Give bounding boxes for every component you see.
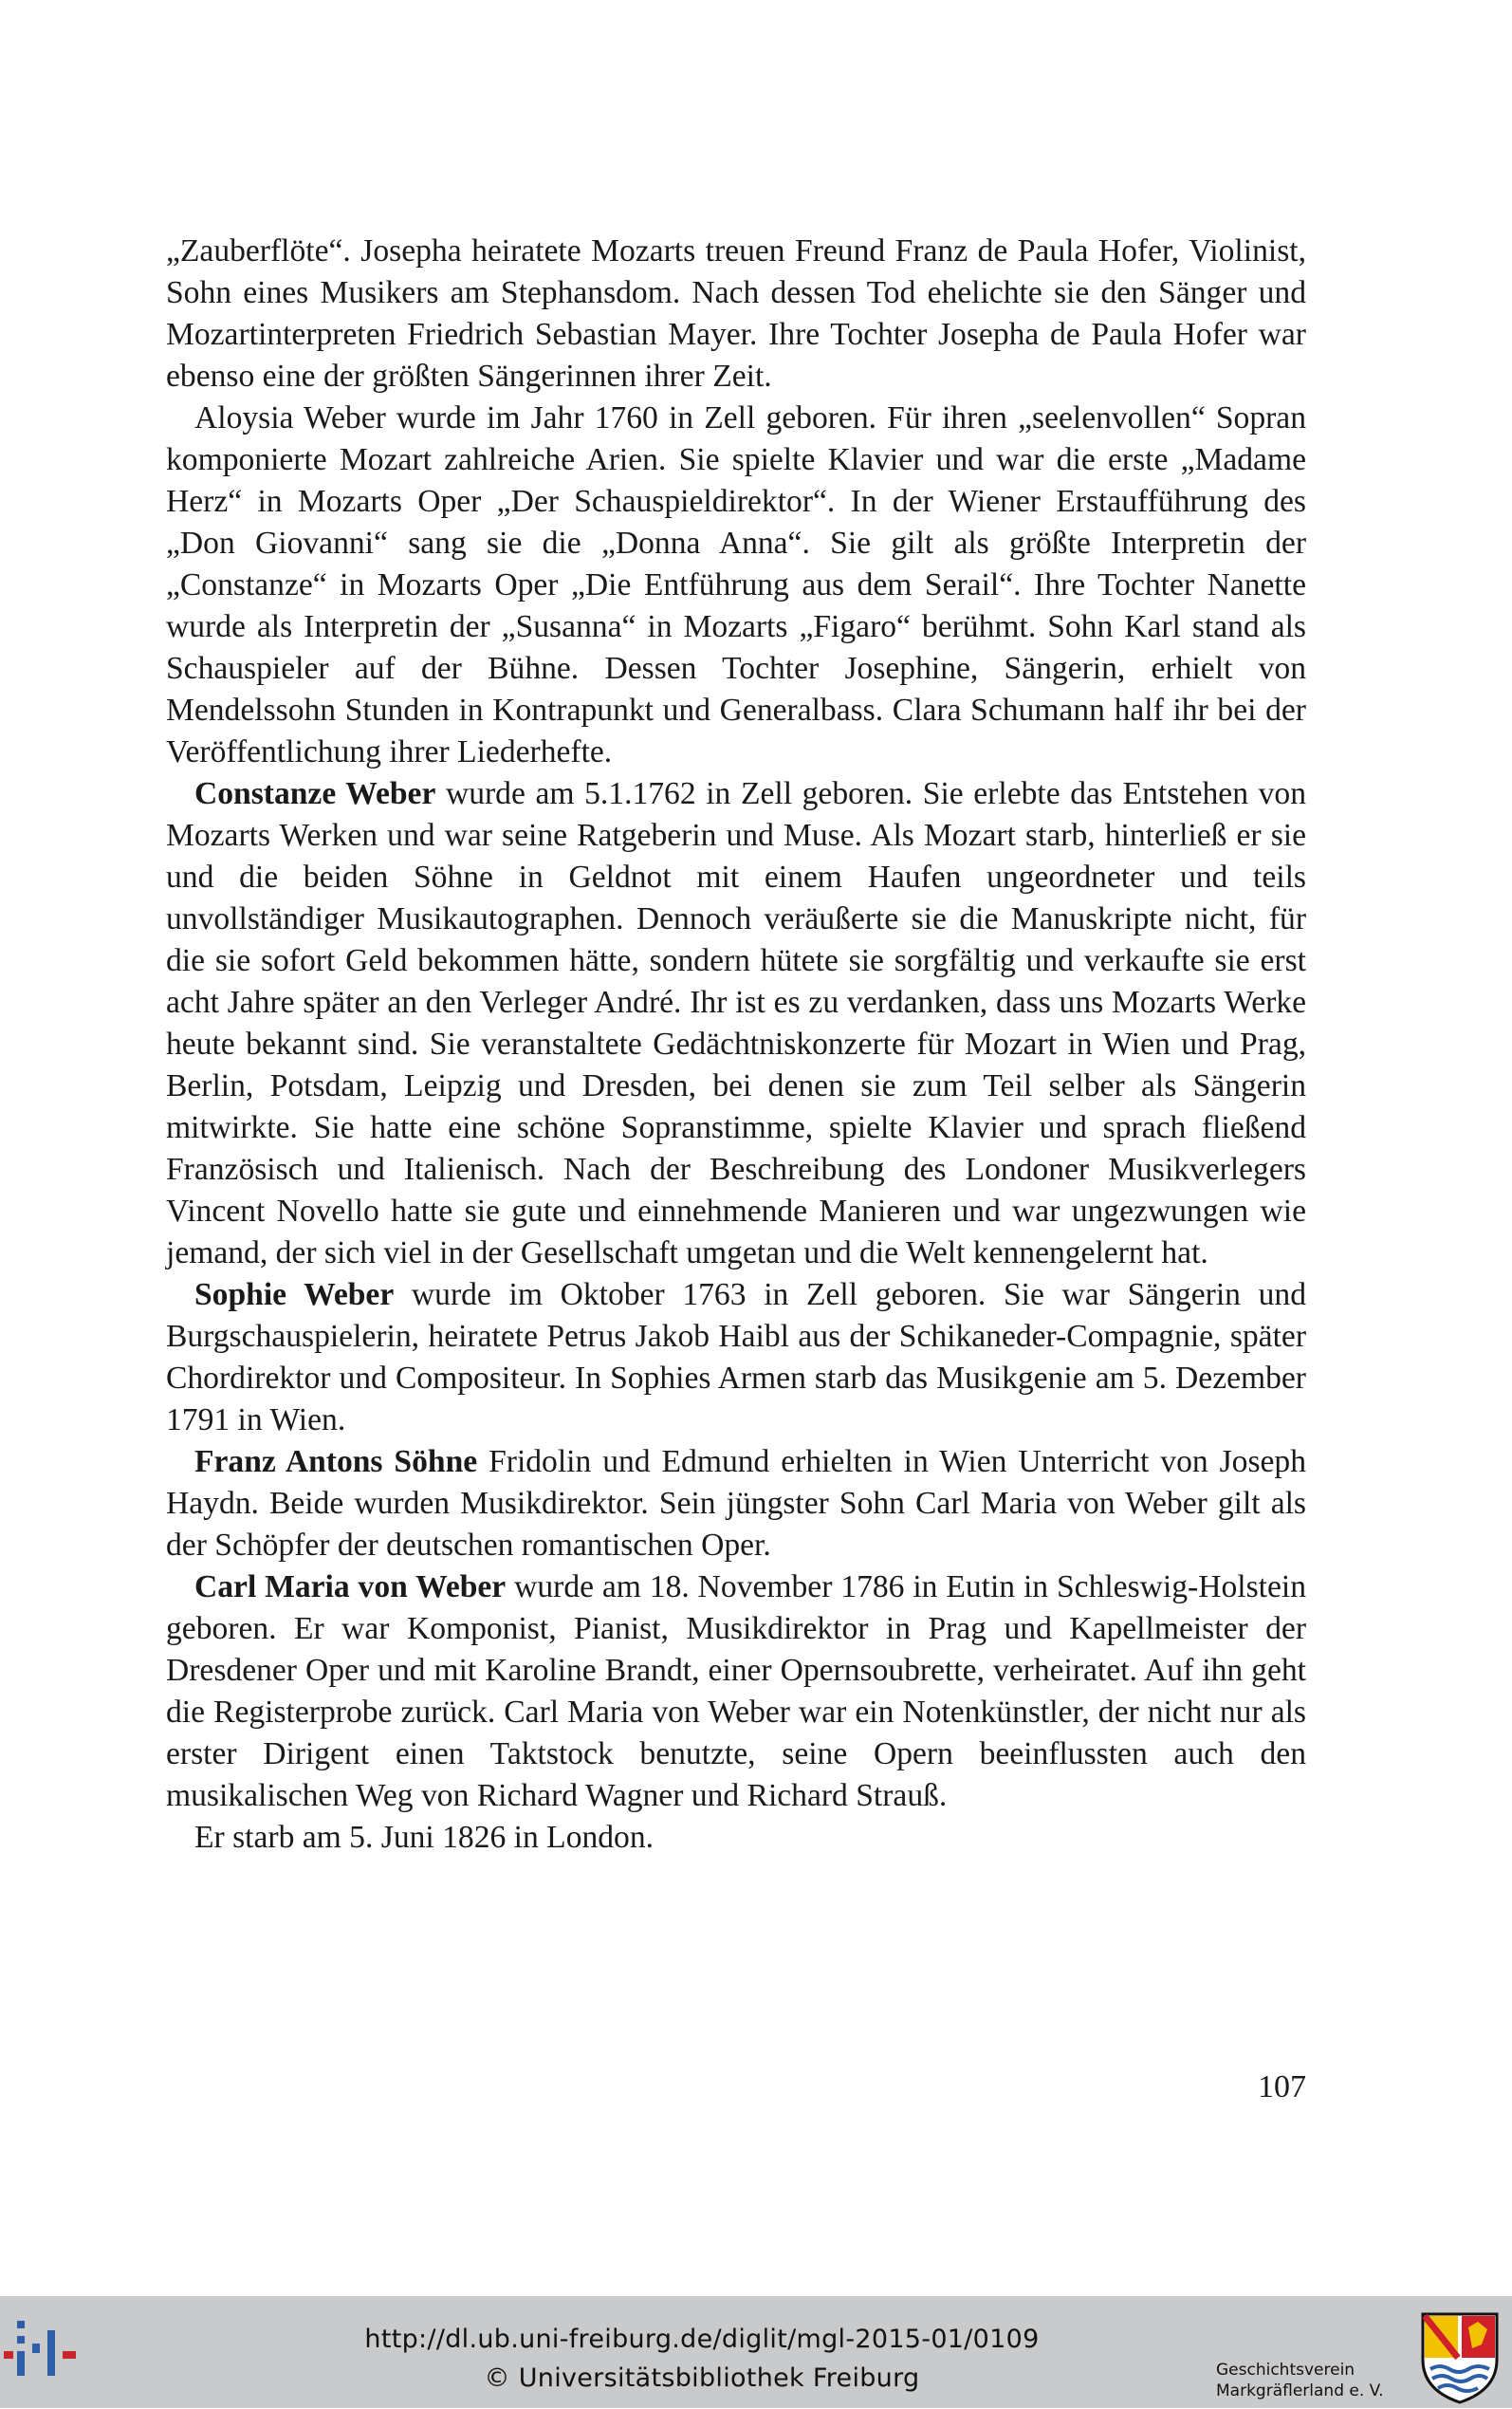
- paragraph: [166, 398, 1306, 773]
- society-name-line1: Geschichtsverein: [1216, 2361, 1355, 2380]
- text-run: wurde am 18. November 1786 in Eutin in Schleswig-Holstein geboren. Er war Komponist, Pianist, Musikdirektor in Prag und Kapellmeister der Dresdener Oper und mit Karoline Brandt, einer Opernsoubrette, verheiratet. Auf ihn geht die Registerprobe zurück. Carl Maria von Weber war ein Notenkünstler, der nicht nur als erster Dirigent einen Taktstock benutzte, seine Opern beeinflussten auch den musikalischen Weg von Richard Wagner und Richard Strauß.: [166, 1569, 1306, 1813]
- permalink-url[interactable]: http://dl.ub.uni-freiburg.de/diglit/mgl-2015-01/0109: [364, 2325, 1040, 2354]
- bold-name-run: Carl Maria von Weber: [194, 1569, 507, 1604]
- paragraph: [166, 1566, 1306, 1817]
- text-run: Fridolin und Edmund erhielten in Wien Unterricht von Joseph Haydn. Beide wurden Musikdirektor. Sein jüngster Sohn Carl Maria von Weber gilt als der Schöpfer der deutschen romantischen Oper.: [166, 1444, 1306, 1563]
- text-run: „Zauberflöte“. Josepha heiratete Mozarts treuen Freund Franz de Paula Hofer, Violinist, Sohn eines Musikers am Stephansdom. Nach dessen Tod ehelichte sie den Sänger und Mozartinterpreten Friedrich Sebastian Mayer. Ihre Tochter Josepha de Paula Hofer war ebenso eine der größten Sängerinnen ihrer Zeit.: [166, 233, 1306, 394]
- society-name: [1216, 2360, 1396, 2401]
- paragraph: [166, 1274, 1306, 1441]
- bold-name-run: Sophie Weber: [194, 1277, 395, 1312]
- paragraph: [166, 1441, 1306, 1566]
- society-name-line2: Markgräflerland e. V.: [1216, 2381, 1384, 2400]
- ub-freiburg-logo-icon[interactable]: [0, 2315, 95, 2391]
- copyright-notice: © Universitätsbibliothek Freiburg: [484, 2363, 920, 2393]
- coat-of-arms-icon[interactable]: [1419, 2310, 1501, 2405]
- paragraph: [166, 231, 1306, 398]
- bold-name-run: Franz Antons Söhne: [194, 1444, 478, 1479]
- text-run: Aloysia Weber wurde im Jahr 1760 in Zell geboren. Für ihren „seelenvollen“ Sopran komponierte Mozart zahlreiche Arien. Sie spielte Klavier und war die erste „Madame Herz“ in Mozarts Oper „Der Schauspieldirektor“. In der Wiener Erstaufführung des „Don Giovanni“ sang sie die „Donna Anna“. Sie gilt als größte Interpretin der „Constanze“ in Mozarts Oper „Die Entführung aus dem Serail“. Ihre Tochter Nanette wurde als Interpretin der „Susanna“ in Mozarts „Figaro“ berühmt. Sohn Karl stand als Schauspieler auf der Bühne. Dessen Tochter Josephine, Sängerin, erhielt von Mendelssohn Stunden in Kontrapunkt und Generalbass. Clara Schumann half ihr bei der Veröffentlichung ihrer Liederhefte.: [166, 400, 1306, 769]
- page-body: [166, 231, 1306, 1859]
- text-run: wurde am 5.1.1762 in Zell geboren. Sie erlebte das Entstehen von Mozarts Werken und war seine Ratgeberin und Muse. Als Mozart starb, hinterließ er sie und die beiden Söhne in Geldnot mit einem Haufen ungeordneter und teils unvollständiger Musikautographen. Dennoch veräußerte sie die Manuskripte nicht, für die sie sofort Geld bekommen hätte, sondern hütete sie sorgfältig und verkaufte sie erst acht Jahre später an den Verleger André. Ihr ist es zu verdanken, dass uns Mozarts Werke heute bekannt sind. Sie veranstaltete Gedächtniskonzerte für Mozart in Wien und Prag, Berlin, Potsdam, Leipzig und Dresden, bei denen sie zum Teil selber als Sängerin mitwirkte. Sie hatte eine schöne Sopranstimme, spielte Klavier und sprach fließend Französisch und Italienisch. Nach der Beschreibung des Londoner Musikverlegers Vincent Novello hatte sie gute und einnehmende Manieren und war ungezwungen wie jemand, der sich viel in der Gesellschaft umgetan und die Welt kennengelernt hat.: [166, 776, 1306, 1270]
- bold-name-run: Constanze Weber: [194, 776, 436, 811]
- text-run: wurde im Oktober 1763 in Zell geboren. Sie war Sängerin und Burgschauspielerin, heiratete Petrus Jakob Haibl aus der Schikaneder-Compagnie, später Chordirektor und Compositeur. In Sophies Armen starb das Musikgenie am 5. Dezember 1791 in Wien.: [166, 1277, 1306, 1437]
- paragraph: [166, 773, 1306, 1274]
- viewer-footer: [0, 2296, 1512, 2408]
- text-run: Er starb am 5. Juni 1826 in London.: [194, 1820, 655, 1855]
- paragraph: [166, 1817, 1306, 1859]
- page-number: 107: [1258, 2069, 1306, 2104]
